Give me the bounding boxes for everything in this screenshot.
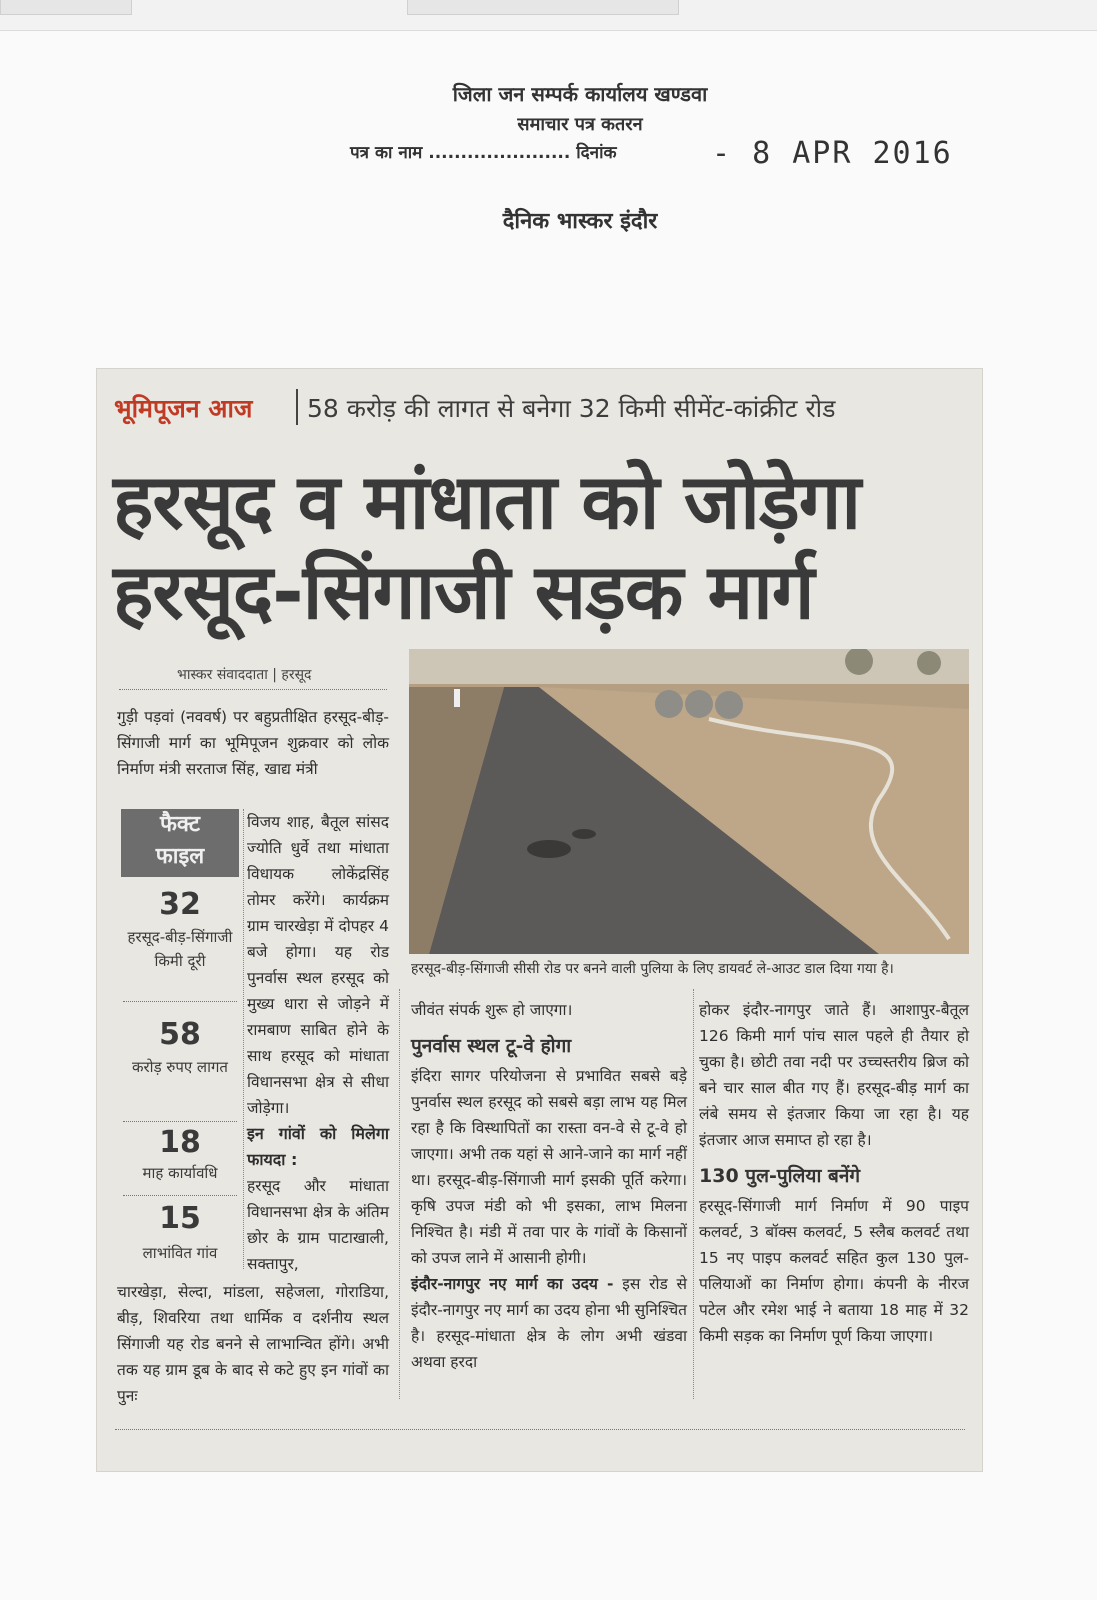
column-divider <box>693 989 694 1399</box>
bottom-rule <box>115 1429 965 1430</box>
fact-label: लाभांवित गांव <box>142 1244 218 1262</box>
column-2-subheading-2: इंदौर-नागपुर नए मार्ग का उदय - <box>411 1275 614 1293</box>
newspaper-clipping <box>96 368 983 1472</box>
column-2-lead: जीवंत संपर्क शुरू हो जाएगा। <box>411 1001 573 1019</box>
headline-line-2: हरसूद-सिंगाजी सड़क मार्ग <box>113 547 814 636</box>
column-1-intro: गुड़ी पड़वां (नववर्ष) पर बहुप्रतीक्षित हरसूद-बीड़-सिंगाजी मार्ग का भूमिपूजन शुक्रवार को लोक निर्माण मंत्री सरताज सिंह, खाद्य मंत्री <box>117 708 389 778</box>
office-stamp-line3: पत्र का नाम ...................... दिनांक <box>350 143 617 163</box>
column-3-body-2: हरसूद-सिंगाजी मार्ग निर्माण में 90 पाइप कलवर्ट, 3 बॉक्स कलवर्ट, 5 स्लैब कलवर्ट तथा 15 नए पाइप कलवर्ट सहित कुल 130 पुल-पलियाओं का निर्माण होगा। कंपनी के नीरज पटेल और रमेश भाई ने बताया 18 माह में 32 किमी सड़क का निर्माण पूर्ण किया जाएगा। <box>699 1197 969 1345</box>
factfile-title-2: फाइल <box>155 844 205 869</box>
column-3-body: होकर इंदौर-नागपुर जाते हैं। आशापुर-बैतूल 126 किमी मार्ग पांच साल पहले ही तैयार हो चुका है। छोटी तवा नदी पर उच्चस्तरीय ब्रिज को बने चार साल बीत गए हैं। हरसूद-बीड़ मार्ग का लंबे समय से इंतजार किया जा रहा है। यह इंतजार आज समाप्त हो रहा है। <box>699 1001 969 1149</box>
factfile-box <box>121 809 239 877</box>
fact-value: 58 <box>159 1017 201 1052</box>
date-stamp: - 8 APR 2016 <box>712 136 953 171</box>
fact-value: 15 <box>159 1201 201 1236</box>
column-2-body: इंदिरा सागर परियोजना से प्रभावित सबसे बड़े पुनर्वास स्थल हरसूद को सबसे बड़ा लाभ यह मिल रहा है कि विस्थापितों का रास्ता वन-वे से टू-वे हो जाएगा। अभी तक यहां से आने-जाने का मार्ग नहीं था। हरसूद-बीड़-सिंगाजी मार्ग इसकी पूर्ति करेगा। कृषि उपज मंडी को भी इसका, लाभ मिलना निश्चित है। मंडी में तवा पार के गांवों के किसानों को उपज लाने में आसानी होगी। <box>411 1067 687 1267</box>
column-1-side-text: विजय शाह, बैतूल सांसद ज्योति धुर्वे तथा मांधाता विधायक लोकेंद्रसिंह तोमर करेंगे। कार्यक्रम ग्राम चारखेड़ा में दोपहर 4 बजे होगा। यह रोड पुनर्वास स्थल हरसूद को मुख्य धारा से जोड़ने में रामबाण साबित होने के साथ हरसूद को मांधाता विधानसभा क्षेत्र से सीधा जोड़ेगा। <box>247 813 389 1117</box>
fact-value: 32 <box>159 887 201 922</box>
scanner-top-strip <box>0 0 1097 31</box>
kicker-divider <box>296 389 298 425</box>
office-stamp-line1: जिला जन सम्पर्क कार्यालय खण्डवा <box>452 82 708 106</box>
article-kicker: भूमिपूजन आज <box>114 394 253 423</box>
byline: भास्कर संवाददाता | हरसूद <box>177 667 312 683</box>
column-2-subheading: पुनर्वास स्थल टू-वे होगा <box>411 1035 572 1057</box>
column-divider <box>399 989 400 1399</box>
column-1-bottom-text: चारखेड़ा, सेल्दा, मांडला, सहेजला, गोराडिया, बीड़, शिवरिया तथा धार्मिक व दर्शनीय स्थल सिंगाजी यह रोड बनने से लाभान्वित होंगे। अभी तक यह ग्राम डूब के बाद से कटे हुए इन गांवों का पुनः <box>117 1283 389 1405</box>
scanner-tab <box>407 0 679 15</box>
article-subhead: 58 करोड़ की लागत से बनेगा 32 किमी सीमेंट-कांक्रीट रोड <box>307 394 836 423</box>
scanner-tab <box>0 0 132 15</box>
road-photo <box>409 649 969 954</box>
column-1-top <box>117 704 389 782</box>
fact-label: हरसूद-बीड़-सिंगाजी किमी दूरी <box>127 928 233 970</box>
fact-divider <box>123 1001 237 1002</box>
headline-line-1: हरसूद व मांधाता को जोड़ेगा <box>113 457 861 546</box>
byline-divider <box>119 689 387 690</box>
office-stamp-line2: समाचार पत्र कतरन <box>517 114 643 135</box>
column-1-side-text-2: हरसूद और मांधाता विधानसभा क्षेत्र के अंतिम छोर के ग्राम पाटाखाली, सक्तापुर, <box>247 1177 389 1273</box>
column-3 <box>699 997 969 1349</box>
column-1-subheading: इन गांवों को मिलेगा फायदा : <box>247 1124 389 1169</box>
fact-divider <box>123 1195 237 1196</box>
fact-value: 18 <box>159 1125 201 1160</box>
fact-label: करोड़ रुपए लागत <box>132 1058 228 1076</box>
column-2 <box>411 997 687 1375</box>
newspaper-name-stamp: दैनिक भास्कर इंदौर <box>502 209 658 234</box>
column-1-bottom <box>117 1279 389 1409</box>
column-3-subheading: 130 पुल-पुलिया बनेंगे <box>699 1165 861 1187</box>
factfile-divider <box>243 809 244 1269</box>
column-2-body-2: इस रोड से इंदौर-नागपुर नए मार्ग का उदय होना भी सुनिश्चित है। हरसूद-मांधाता क्षेत्र के लोग अभी खंडवा अथवा हरदा <box>411 1275 687 1371</box>
fact-divider <box>123 1121 237 1122</box>
photo-caption: हरसूद-बीड़-सिंगाजी सीसी रोड पर बनने वाली पुलिया के लिए डायवर्ट ले-आउट डाल दिया गया है। <box>411 961 894 977</box>
factfile-title-1: फैक्ट <box>159 812 201 837</box>
fact-label: माह कार्यावधि <box>142 1164 218 1182</box>
column-1-side <box>247 809 389 1277</box>
road-photo-illustration <box>409 649 969 954</box>
